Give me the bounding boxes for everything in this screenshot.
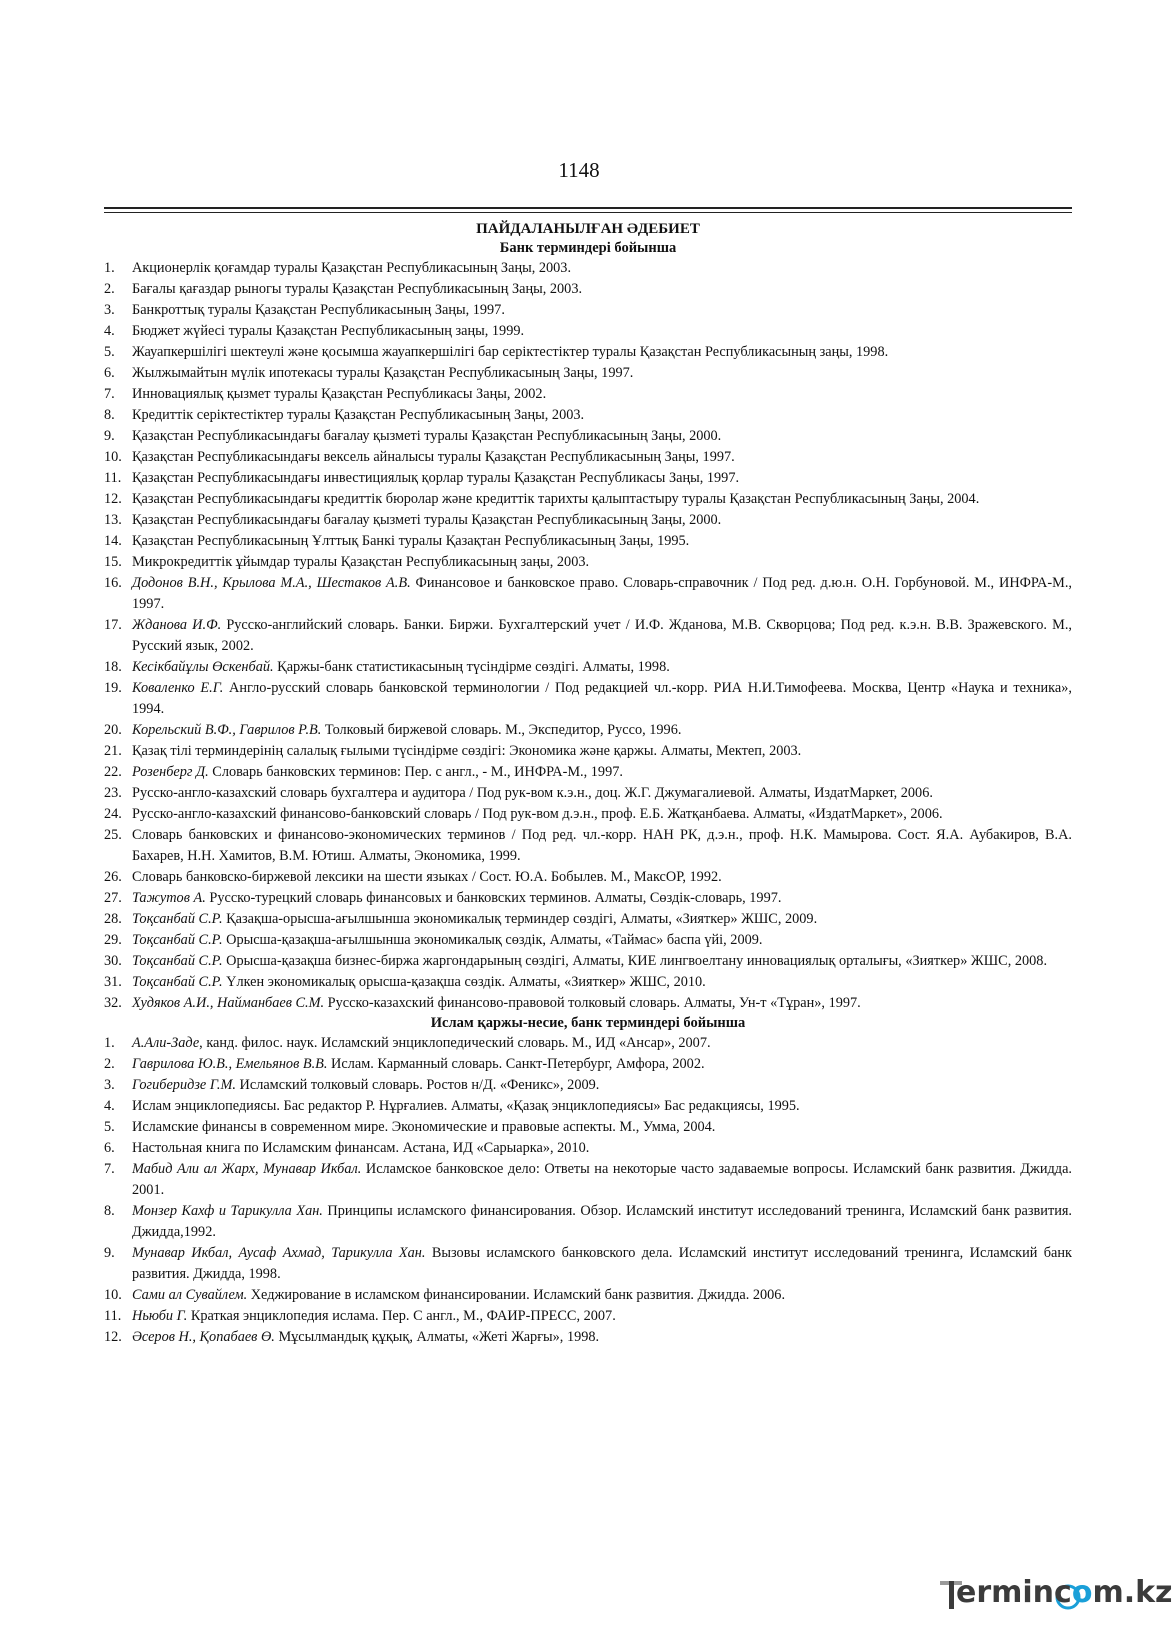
reference-text: Русско-англо-казахский финансово-банковский словарь / Под рук-вом д.э.н., проф. Е.Б. Жатқанбаева. Алматы, «ИздатМаркет», 2006. bbox=[132, 806, 943, 822]
reference-number: 7. bbox=[104, 1161, 115, 1177]
reference-number: 28. bbox=[104, 911, 122, 927]
reference-author: Мунавар Икбал, Аусаф Ахмад, Тарикулла Хан. bbox=[132, 1245, 426, 1261]
reference-author: Худяков А.И., Найманбаев С.М. bbox=[132, 995, 325, 1011]
reference-number: 12. bbox=[104, 491, 122, 507]
reference-item bbox=[104, 1243, 1072, 1285]
reference-item bbox=[104, 1306, 1072, 1327]
page-title: ПАЙДАЛАНЫЛҒАН ӘДЕБИЕТ bbox=[476, 221, 700, 237]
reference-author: Додонов В.Н., Крылова М.А., Шестаков А.В. bbox=[132, 575, 411, 591]
reference-item bbox=[104, 1075, 1072, 1096]
reference-number: 6. bbox=[104, 1140, 115, 1156]
reference-number: 31. bbox=[104, 974, 122, 990]
reference-text: Русско-турецкий словарь финансовых и банковских терминов. Алматы, Сөздік-словарь, 1997. bbox=[205, 890, 782, 906]
reference-author: Тоқсанбай С.Р. bbox=[132, 932, 223, 948]
reference-text: Бағалы қағаздар рыногы туралы Қазақстан Республикасының Заңы, 2003. bbox=[132, 281, 583, 297]
reference-number: 3. bbox=[104, 1077, 115, 1093]
reference-number: 26. bbox=[104, 869, 122, 885]
reference-author: Розенберг Д. bbox=[132, 764, 209, 780]
reference-item bbox=[104, 1201, 1072, 1243]
reference-number: 4. bbox=[104, 323, 115, 339]
reference-author: Мабид Али ал Жарх, Мунавар Икбал. bbox=[132, 1161, 362, 1177]
reference-number: 2. bbox=[104, 1056, 115, 1072]
reference-item bbox=[104, 573, 1072, 615]
reference-text: Толковый биржевой словарь. М., Экспедитор, Руссо, 1996. bbox=[321, 722, 682, 738]
reference-text: Исламские финансы в современном мире. Экономические и правовые аспекты. М., Умма, 2004. bbox=[132, 1119, 716, 1135]
reference-text: Қазақстан Республикасындағы инвестициялық қорлар туралы Қазақстан Республикасы Заңы, 1997. bbox=[132, 470, 740, 486]
reference-text: Русско-казахский финансово-правовой толковый словарь. Алматы, Ун-т «Тұран», 1997. bbox=[324, 995, 861, 1011]
reference-text: Орысша-қазақша-ағылшынша экономикалық сөздік, Алматы, «Таймас» баспа үйі, 2009. bbox=[222, 932, 763, 948]
reference-number: 10. bbox=[104, 449, 122, 465]
reference-number: 5. bbox=[104, 344, 115, 360]
reference-text: Банкроттық туралы Қазақстан Республикасының Заңы, 1997. bbox=[132, 302, 505, 318]
reference-number: 11. bbox=[104, 1308, 122, 1324]
reference-text: Қазақстан Республикасындағы вексель айналысы туралы Қазақстан Республикасының Заңы, 1997. bbox=[132, 449, 735, 465]
reference-item bbox=[104, 1159, 1072, 1201]
section-title-bank: Банк терминдері бойынша bbox=[499, 240, 677, 256]
reference-number: 13. bbox=[104, 512, 122, 528]
reference-text: Жылжымайтын мүлік ипотекасы туралы Қазақстан Республикасының Заңы, 1997. bbox=[132, 365, 634, 381]
page-number: 1148 bbox=[558, 158, 600, 182]
reference-number: 9. bbox=[104, 1245, 115, 1261]
reference-item bbox=[104, 510, 1072, 531]
reference-number: 21. bbox=[104, 743, 122, 759]
reference-item bbox=[104, 1117, 1072, 1138]
reference-text: Жауапкершілігі шектеулі және қосымша жауапкершілігі бар серіктестіктер туралы Қазақстан Республикасының заңы, 1998. bbox=[132, 344, 889, 360]
reference-text: Кредиттік серіктестіктер туралы Қазақстан Республикасының Заңы, 2003. bbox=[132, 407, 585, 423]
reference-item bbox=[104, 552, 1072, 573]
reference-text: Исламский толковый словарь. Ростов н/Д. «Феникс», 2009. bbox=[235, 1077, 600, 1093]
reference-item bbox=[104, 300, 1072, 321]
reference-number: 29. bbox=[104, 932, 122, 948]
reference-author: Коваленко Е.Г. bbox=[132, 680, 224, 696]
reference-item bbox=[104, 909, 1072, 930]
reference-number: 8. bbox=[104, 1203, 115, 1219]
reference-item bbox=[104, 468, 1072, 489]
reference-text: Краткая энциклопедия ислама. Пер. С англ., М., ФАИР-ПРЕСС, 2007. bbox=[187, 1308, 616, 1324]
reference-text: Словарь банковских и финансово-экономических терминов / Под ред. чл.-корр. НАН РК, д.э.н., проф. Н.К. Мамырова. Сост. Я.А. Аубакиров, В.А. Бахарев, Н.Н. Хамитов, В.М. Ютиш. Алматы, Экономика, 1999. bbox=[132, 827, 1072, 864]
reference-number: 14. bbox=[104, 533, 122, 549]
reference-author: Гогиберидзе Г.М. bbox=[132, 1077, 236, 1093]
reference-item bbox=[104, 867, 1072, 888]
reference-number: 19. bbox=[104, 680, 122, 696]
reference-item bbox=[104, 615, 1072, 657]
reference-item bbox=[104, 825, 1072, 867]
reference-number: 1. bbox=[104, 1035, 115, 1051]
reference-text: Принципы исламского финансирования. Обзор. Исламский институт исследований тренинга, Исламский банк развития. Джидда,1992. bbox=[132, 1203, 1072, 1240]
reference-number: 1. bbox=[104, 260, 115, 276]
reference-number: 10. bbox=[104, 1287, 122, 1303]
watermark-visible: ermincom.kz bbox=[956, 1575, 1173, 1610]
reference-number: 7. bbox=[104, 386, 115, 402]
termincom-logo[interactable] bbox=[940, 1575, 1173, 1617]
reference-number: 23. bbox=[104, 785, 122, 801]
reference-number: 25. bbox=[104, 827, 122, 843]
reference-number: 24. bbox=[104, 806, 122, 822]
reference-author: Гаврилова Ю.В., Емельянов В.В. bbox=[132, 1056, 328, 1072]
reference-author: Тоқсанбай С.Р. bbox=[132, 953, 223, 969]
reference-text: Микрокредиттік ұйымдар туралы Қазақстан Республикасының заңы, 2003. bbox=[132, 554, 590, 570]
reference-text: Қазақстан Республикасындағы кредиттік бюролар және кредиттік тарихты қалыптастыру туралы Қазақстан Республикасының Заңы, 2004. bbox=[132, 491, 980, 507]
reference-item bbox=[104, 321, 1072, 342]
reference-author: Сами ал Сувайлем. bbox=[132, 1287, 248, 1303]
reference-number: 11. bbox=[104, 470, 122, 486]
reference-text: Мұсылмандық құқық, Алматы, «Жеті Жарғы», 1998. bbox=[274, 1329, 600, 1345]
reference-item bbox=[104, 405, 1072, 426]
reference-number: 17. bbox=[104, 617, 122, 633]
reference-item bbox=[104, 384, 1072, 405]
bank-references bbox=[104, 258, 1072, 1014]
reference-text: Вызовы исламского банковского дела. Исламский институт исследований тренинга, Исламский банк развития. Джидда, 1998. bbox=[132, 1245, 1072, 1282]
reference-item bbox=[104, 1327, 1072, 1348]
reference-text: Қазақша-орысша-ағылшынша экономикалық терминдер сөздігі, Алматы, «Зияткер» ЖШС, 2009. bbox=[222, 911, 818, 927]
reference-number: 15. bbox=[104, 554, 122, 570]
reference-list bbox=[104, 220, 1072, 1348]
reference-item bbox=[104, 678, 1072, 720]
reference-number: 20. bbox=[104, 722, 122, 738]
reference-number: 18. bbox=[104, 659, 122, 675]
reference-item bbox=[104, 951, 1072, 972]
reference-text: Настольная книга по Исламским финансам. Астана, ИД «Сарыарка», 2010. bbox=[132, 1140, 590, 1156]
reference-text: Қазақстан Республикасындағы бағалау қызметі туралы Қазақстан Республикасының Заңы, 2000. bbox=[132, 512, 722, 528]
reference-number: 22. bbox=[104, 764, 122, 780]
reference-author: Ньюби Г. bbox=[132, 1308, 188, 1324]
reference-text: Англо-русский словарь банковской терминологии / Под редакцией чл.-корр. РИА Н.И.Тимофеева. Москва, Центр «Наука и техника», 1994. bbox=[132, 680, 1072, 717]
reference-item bbox=[104, 657, 1072, 678]
reference-item bbox=[104, 972, 1072, 993]
reference-text: Үлкен экономикалық орысша-қазақша сөздік. Алматы, «Зияткер» ЖШС, 2010. bbox=[222, 974, 706, 990]
reference-item bbox=[104, 762, 1072, 783]
reference-item bbox=[104, 447, 1072, 468]
reference-text: Қазақстан Республикасының Ұлттық Банкі туралы Қазақтан Республикасының Заңы, 1995. bbox=[132, 533, 690, 549]
reference-author: Кесікбайұлы Өскенбай. bbox=[132, 659, 274, 675]
reference-number: 5. bbox=[104, 1119, 115, 1135]
reference-text: Қазақ тілі терминдерінің салалық ғылыми түсіндірме сөздігі: Экономика және қаржы. Алматы, Мектеп, 2003. bbox=[132, 743, 802, 759]
reference-item bbox=[104, 993, 1072, 1014]
reference-author: Тоқсанбай С.Р. bbox=[132, 911, 223, 927]
reference-text: Акционерлік қоғамдар туралы Қазақстан Республикасының Заңы, 2003. bbox=[132, 260, 572, 276]
section-title-islamic: Ислам қаржы-несие, банк терминдері бойынша bbox=[430, 1015, 746, 1031]
reference-text: Русско-англо-казахский словарь бухгалтера и аудитора / Под рук-вом к.э.н., доц. Ж.Г. Джумагалиевой. Алматы, ИздатМаркет, 2006. bbox=[132, 785, 933, 801]
reference-author: Корельский В.Ф., Гаврилов Р.В. bbox=[132, 722, 322, 738]
reference-number: 6. bbox=[104, 365, 115, 381]
reference-item bbox=[104, 804, 1072, 825]
reference-text: Исламское банковское дело: Ответы на некоторые часто задаваемые вопросы. Исламский банк развития. Джидда. 2001. bbox=[132, 1161, 1073, 1198]
reference-author: Әсеров Н., Қопабаев Ө. bbox=[132, 1329, 275, 1345]
reference-number: 4. bbox=[104, 1098, 115, 1114]
reference-item bbox=[104, 279, 1072, 300]
reference-number: 2. bbox=[104, 281, 115, 297]
reference-number: 12. bbox=[104, 1329, 122, 1345]
reference-item bbox=[104, 363, 1072, 384]
reference-item bbox=[104, 531, 1072, 552]
reference-author: Монзер Кахф и Тарикулла Хан. bbox=[132, 1203, 323, 1219]
header-rule bbox=[104, 207, 1072, 213]
reference-text: Ислам энциклопедиясы. Бас редактор Р. Нұрғалиев. Алматы, «Қазақ энциклопедиясы» Бас редакциясы, 1995. bbox=[132, 1098, 800, 1114]
reference-text: Бюджет жүйесі туралы Қазақстан Республикасының заңы, 1999. bbox=[132, 323, 525, 339]
reference-number: 3. bbox=[104, 302, 115, 318]
reference-number: 16. bbox=[104, 575, 122, 591]
reference-item bbox=[104, 342, 1072, 363]
reference-item bbox=[104, 489, 1072, 510]
reference-author: Тоқсанбай С.Р. bbox=[132, 974, 223, 990]
reference-text: Ислам. Карманный словарь. Санкт-Петербург, Амфора, 2002. bbox=[327, 1056, 705, 1072]
reference-item bbox=[104, 1054, 1072, 1075]
reference-number: 8. bbox=[104, 407, 115, 423]
reference-number: 27. bbox=[104, 890, 122, 906]
reference-text: Қаржы-банк статистикасының түсіндірме сөздігі. Алматы, 1998. bbox=[273, 659, 670, 675]
reference-item bbox=[104, 888, 1072, 909]
reference-text: Инновациялық қызмет туралы Қазақстан Республикасы Заңы, 2002. bbox=[132, 386, 547, 402]
reference-number: 32. bbox=[104, 995, 122, 1011]
reference-author: Жданова И.Ф. bbox=[132, 617, 222, 633]
reference-number: 30. bbox=[104, 953, 122, 969]
reference-item bbox=[104, 1033, 1072, 1054]
reference-text: Словарь банковских терминов: Пер. с англ., - М., ИНФРА-М., 1997. bbox=[208, 764, 623, 780]
reference-item bbox=[104, 720, 1072, 741]
islamic-references bbox=[104, 1033, 1072, 1348]
reference-item bbox=[104, 930, 1072, 951]
reference-item bbox=[104, 1096, 1072, 1117]
reference-text: Қазақстан Республикасындағы бағалау қызметі туралы Қазақстан Республикасының Заңы, 2000. bbox=[132, 428, 722, 444]
reference-text: Финансовое и банковское право. Словарь-справочник / Под ред. д.ю.н. О.Н. Горбуновой. М., ИНФРА-М., 1997. bbox=[132, 575, 1073, 612]
reference-author: Тажутов А. bbox=[132, 890, 206, 906]
reference-text: Словарь банковско-биржевой лексики на шести языках / Сост. Ю.А. Бобылев. М., МаксОР, 1992. bbox=[132, 869, 722, 885]
reference-text: Орысша-қазақша бизнес-биржа жаргондарының сөздігі, Алматы, КИЕ лингвоелтану инновациялық орталығы, «Зияткер» ЖШС, 2008. bbox=[222, 953, 1048, 969]
reference-item bbox=[104, 426, 1072, 447]
reference-text: Хеджирование в исламском финансировании. Исламский банк развития. Джидда. 2006. bbox=[247, 1287, 786, 1303]
reference-item bbox=[104, 1285, 1072, 1306]
reference-item bbox=[104, 258, 1072, 279]
reference-text: , канд. филос. наук. Исламский энциклопедический словарь. М., ИД «Ансар», 2007. bbox=[199, 1035, 711, 1051]
reference-number: 9. bbox=[104, 428, 115, 444]
reference-item bbox=[104, 1138, 1072, 1159]
reference-item bbox=[104, 783, 1072, 804]
reference-text: Русско-английский словарь. Банки. Биржи. Бухгалтерский учет / И.Ф. Жданова, М.В. Скворцова; Под ред. к.э.н. В.В. Зражевского. М., Русский язык, 2002. bbox=[132, 617, 1072, 654]
reference-author: А.Али-Заде bbox=[132, 1035, 200, 1051]
reference-item bbox=[104, 741, 1072, 762]
